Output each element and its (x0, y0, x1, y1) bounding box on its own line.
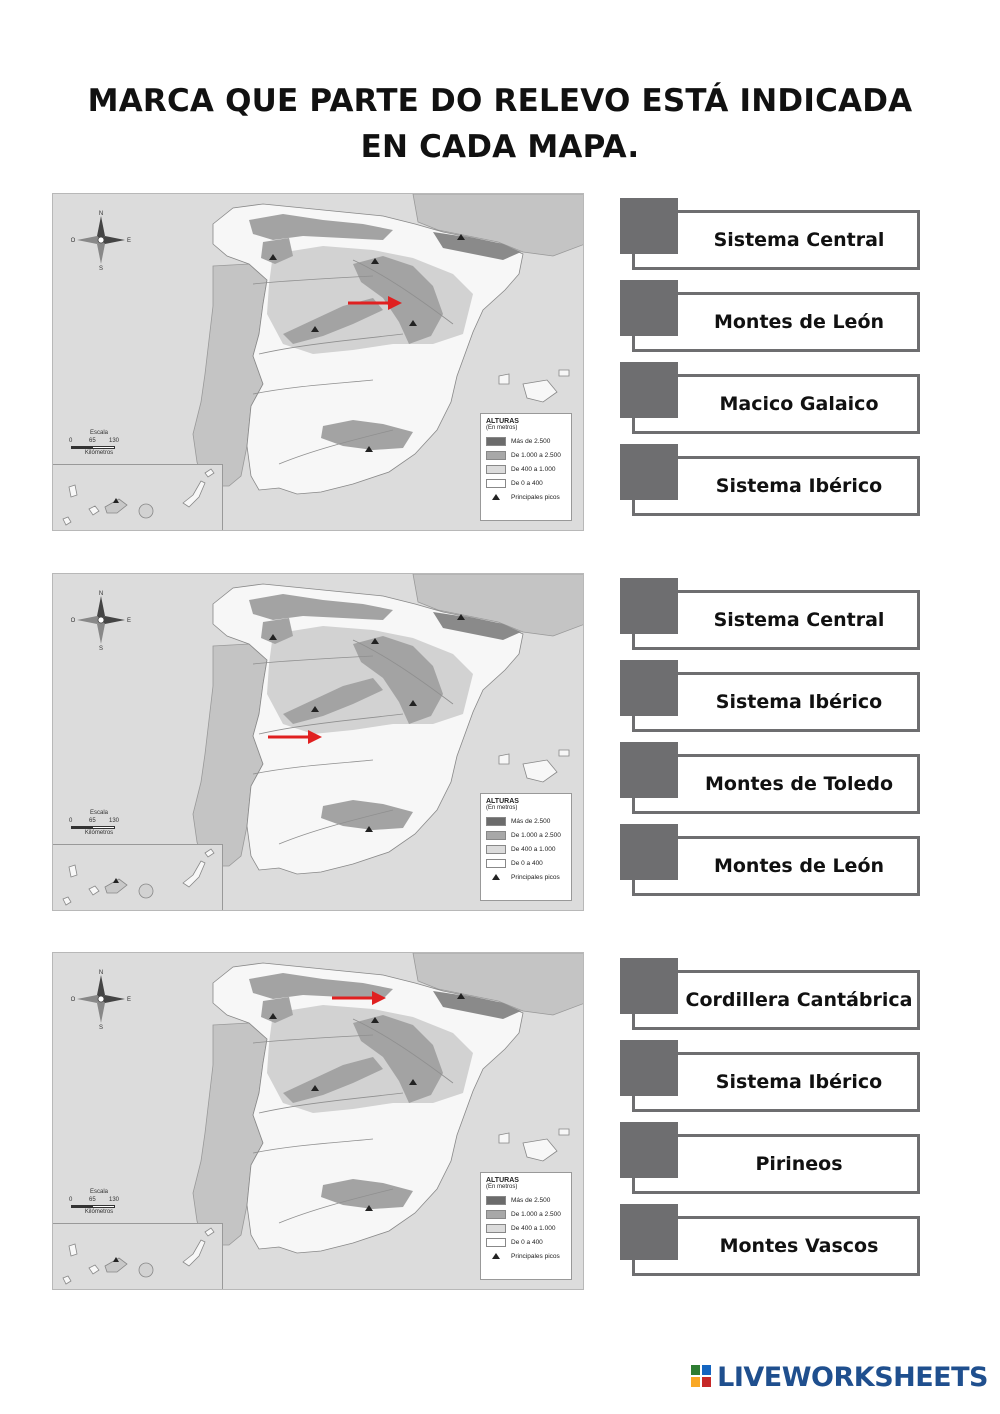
scale-tick: 130 (109, 438, 120, 444)
legend-title: ALTURAS (486, 418, 519, 425)
legend-row (486, 476, 566, 490)
option-label: Montes de Toledo (704, 773, 894, 795)
legend-title: ALTURAS (486, 1177, 519, 1184)
scale-tick: 130 (109, 1197, 120, 1203)
legend-swatch (486, 859, 506, 868)
option-label: Cordillera Cantábrica (685, 989, 913, 1011)
legend-label: Principales picos (511, 873, 560, 881)
legend-swatch (486, 1224, 506, 1233)
option-label: Sistema Central (713, 229, 885, 251)
scale-title: Escala (89, 810, 108, 816)
canary-islands-inset (52, 844, 223, 911)
legend-swatch (486, 479, 506, 488)
altitude-legend (480, 413, 572, 521)
legend-swatch (486, 465, 506, 474)
answer-option[interactable] (620, 1122, 922, 1194)
legend-row (486, 1235, 566, 1249)
scale-tick: 65 (89, 818, 96, 824)
scale-unit: Kilómetros (84, 830, 114, 836)
scale-bar (71, 446, 115, 449)
scale-tick: 65 (89, 438, 96, 444)
legend-swatch (486, 1196, 506, 1205)
canary-islands-inset (52, 1223, 223, 1290)
option-checkbox[interactable] (620, 742, 678, 798)
option-checkbox[interactable] (620, 1040, 678, 1096)
option-label: Pirineos (755, 1153, 843, 1175)
compass-n: N (98, 591, 104, 597)
answer-option[interactable] (620, 198, 922, 270)
answer-option[interactable] (620, 660, 922, 732)
peak-icon (486, 493, 506, 502)
legend-label: Principales picos (511, 493, 560, 501)
legend-swatch (486, 1210, 506, 1219)
option-checkbox[interactable] (620, 444, 678, 500)
legend-row (486, 814, 566, 828)
legend-subtitle: (En metros) (486, 425, 518, 431)
baleares-land (499, 1129, 569, 1161)
legend-swatch (486, 1238, 506, 1247)
scale-bar (71, 1205, 115, 1208)
legend-label: De 1.000 a 2.500 (511, 451, 561, 459)
answer-option[interactable] (620, 578, 922, 650)
compass-o: O (71, 997, 76, 1003)
answer-option[interactable] (620, 444, 922, 516)
legend-label: Más de 2.500 (511, 437, 551, 445)
legend-title: ALTURAS (486, 798, 519, 805)
legend-row (486, 828, 566, 842)
compass-e: E (126, 997, 131, 1003)
answer-option[interactable] (620, 1204, 922, 1276)
legend-swatch (486, 845, 506, 854)
page-title (0, 78, 1000, 170)
legend-row (486, 1207, 566, 1221)
legend-label: De 400 a 1.000 (511, 465, 556, 473)
red-arrow-icon (330, 988, 388, 1008)
brand-text: LIVEWORKSHEETS (717, 1361, 988, 1393)
map-scale (69, 1189, 129, 1215)
relief-map (52, 193, 584, 531)
altitude-legend (480, 793, 572, 901)
option-label: Montes Vascos (719, 1235, 879, 1257)
legend-label: De 1.000 a 2.500 (511, 831, 561, 839)
altitude-legend (480, 1172, 572, 1280)
option-label: Montes de León (713, 855, 885, 877)
legend-label: De 400 a 1.000 (511, 1224, 556, 1232)
option-checkbox[interactable] (620, 1204, 678, 1260)
legend-row (486, 434, 566, 448)
option-label: Montes de León (713, 311, 885, 333)
option-label: Macico Galaico (719, 393, 879, 415)
option-checkbox[interactable] (620, 280, 678, 336)
answer-option[interactable] (620, 824, 922, 896)
option-checkbox[interactable] (620, 958, 678, 1014)
legend-row (486, 1249, 566, 1263)
legend-row (486, 1221, 566, 1235)
compass-n: N (98, 970, 104, 976)
compass-rose-icon (71, 210, 131, 270)
map-scale (69, 430, 129, 456)
option-checkbox[interactable] (620, 1122, 678, 1178)
legend-label: Más de 2.500 (511, 1196, 551, 1204)
legend-swatch (486, 437, 506, 446)
compass-s: S (98, 646, 104, 650)
option-checkbox[interactable] (620, 660, 678, 716)
liveworksheets-brand[interactable] (691, 1362, 988, 1392)
baleares-land (499, 750, 569, 782)
legend-subtitle: (En metros) (486, 805, 518, 811)
legend-label: De 0 a 400 (511, 479, 543, 487)
canary-islands-inset (52, 464, 223, 531)
scale-tick: 0 (69, 818, 73, 824)
compass-e: E (126, 238, 131, 244)
scale-bar (71, 826, 115, 829)
legend-swatch (486, 817, 506, 826)
legend-row (486, 490, 566, 504)
option-checkbox[interactable] (620, 198, 678, 254)
option-label: Sistema Central (713, 609, 885, 631)
option-checkbox[interactable] (620, 824, 678, 880)
relief-map (52, 952, 584, 1290)
answer-option[interactable] (620, 1040, 922, 1112)
compass-n: N (98, 211, 104, 217)
legend-subtitle: (En metros) (486, 1184, 518, 1190)
legend-label: De 0 a 400 (511, 859, 543, 867)
legend-row (486, 856, 566, 870)
compass-rose-icon (71, 969, 131, 1029)
compass-o: O (71, 238, 76, 244)
legend-label: De 400 a 1.000 (511, 845, 556, 853)
canary-islands-map (52, 1224, 224, 1290)
option-checkbox[interactable] (620, 362, 678, 418)
compass-o: O (71, 618, 76, 624)
red-arrow-icon (266, 727, 324, 747)
legend-label: Principales picos (511, 1252, 560, 1260)
title-line-2: EN CADA MAPA. (360, 129, 640, 165)
answer-option[interactable] (620, 362, 922, 434)
legend-label: De 1.000 a 2.500 (511, 1210, 561, 1218)
liveworksheets-logo-icon (691, 1365, 713, 1389)
legend-row (486, 870, 566, 884)
title-line-1: MARCA QUE PARTE DO RELEVO ESTÁ INDICADA (87, 83, 913, 119)
scale-tick: 65 (89, 1197, 96, 1203)
compass-rose-icon (71, 590, 131, 650)
scale-tick: 0 (69, 1197, 73, 1203)
legend-row (486, 1193, 566, 1207)
compass-s: S (98, 1025, 104, 1029)
scale-title: Escala (89, 430, 108, 436)
answer-option[interactable] (620, 280, 922, 352)
canary-islands-map (52, 465, 224, 531)
baleares-land (499, 370, 569, 402)
scale-unit: Kilómetros (84, 450, 114, 456)
scale-unit: Kilómetros (84, 1209, 114, 1215)
answer-option[interactable] (620, 958, 922, 1030)
scale-tick: 130 (109, 818, 120, 824)
option-checkbox[interactable] (620, 578, 678, 634)
peak-icon (486, 1252, 506, 1261)
compass-e: E (126, 618, 131, 624)
option-label: Sistema Ibérico (715, 1071, 883, 1093)
legend-swatch (486, 451, 506, 460)
option-label: Sistema Ibérico (715, 475, 883, 497)
legend-label: De 0 a 400 (511, 1238, 543, 1246)
option-label: Sistema Ibérico (715, 691, 883, 713)
legend-row (486, 462, 566, 476)
legend-row (486, 842, 566, 856)
scale-tick: 0 (69, 438, 73, 444)
red-arrow-icon (346, 293, 404, 313)
peak-icon (486, 873, 506, 882)
legend-label: Más de 2.500 (511, 817, 551, 825)
canary-islands-map (52, 845, 224, 911)
compass-s: S (98, 266, 104, 270)
legend-row (486, 448, 566, 462)
legend-swatch (486, 831, 506, 840)
scale-title: Escala (89, 1189, 108, 1195)
map-scale (69, 810, 129, 836)
answer-option[interactable] (620, 742, 922, 814)
